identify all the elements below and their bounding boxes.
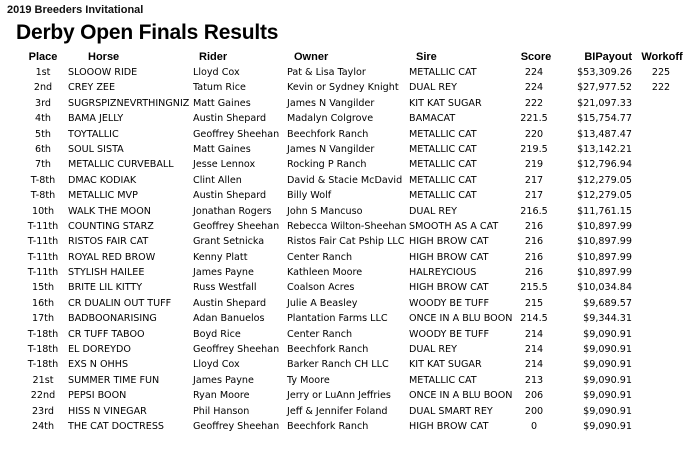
cell-place: T-8th xyxy=(30,190,56,202)
cell-sire: ONCE IN A BLU BOON xyxy=(409,390,513,402)
cell-sire: SMOOTH AS A CAT xyxy=(409,220,499,232)
cell-rider: Geoffrey Sheehan xyxy=(193,128,280,140)
cell-sire: WOODY BE TUFF xyxy=(409,297,489,309)
cell-rider: Geoffrey Sheehan xyxy=(193,420,280,432)
cell-rider: Matt Gaines xyxy=(193,97,251,109)
cell-horse: TOYTALLIC xyxy=(68,128,119,140)
cell-payout: $9,689.57 xyxy=(583,297,632,309)
cell-payout: $9,090.91 xyxy=(583,359,632,371)
cell-sire: HIGH BROW CAT xyxy=(409,251,489,263)
cell-payout: $10,897.99 xyxy=(577,236,632,248)
cell-place: 17th xyxy=(31,313,55,325)
cell-rider: Lloyd Cox xyxy=(193,67,240,78)
cell-sire: METALLIC CAT xyxy=(409,143,477,155)
header-sire: Sire xyxy=(416,51,437,63)
cell-payout: $11,761.15 xyxy=(577,205,632,217)
cell-owner: David & Stacie McDavid xyxy=(287,174,403,186)
cell-rider: Jonathan Rogers xyxy=(193,205,272,217)
cell-score: 219 xyxy=(524,159,544,171)
cell-place: 23rd xyxy=(31,405,55,417)
table-row xyxy=(0,296,700,311)
table-row xyxy=(0,419,700,434)
cell-horse: THE CAT DOCTRESS xyxy=(68,420,165,432)
cell-payout: $21,097.33 xyxy=(577,97,632,109)
cell-owner: James N Vangilder xyxy=(287,97,375,109)
cell-score: 216 xyxy=(524,236,544,248)
cell-owner: Ristos Fair Cat Pship LLC xyxy=(287,236,405,248)
header-workoff: Workoff xyxy=(641,51,683,63)
cell-sire: HIGH BROW CAT xyxy=(409,420,489,432)
header-payout: BIPayout xyxy=(584,51,632,63)
cell-owner: Kevin or Sydney Knight xyxy=(287,82,399,94)
cell-score: 214 xyxy=(524,344,544,356)
cell-sire: METALLIC CAT xyxy=(409,159,477,171)
cell-rider: Grant Setnicka xyxy=(193,236,265,248)
cell-horse: STYLISH HAILEE xyxy=(68,267,145,279)
cell-score: 222 xyxy=(524,97,544,109)
table-row xyxy=(0,250,700,265)
cell-score: 215 xyxy=(524,297,544,309)
cell-rider: Clint Allen xyxy=(193,174,242,186)
table-row xyxy=(0,357,700,372)
cell-place: 7th xyxy=(35,159,51,171)
cell-score: 220 xyxy=(524,128,544,140)
cell-rider: Russ Westfall xyxy=(193,282,257,294)
cell-horse: SUGRSPIZNEVRTHINGNIZ xyxy=(68,97,190,109)
cell-owner: Beechfork Ranch xyxy=(287,344,369,356)
cell-payout: $13,487.47 xyxy=(577,128,632,140)
cell-place: T-11th xyxy=(27,220,59,232)
cell-horse: DMAC KODIAK xyxy=(68,174,137,186)
cell-owner: Ty Moore xyxy=(287,374,330,386)
cell-score: 214.5 xyxy=(520,313,548,325)
cell-score: 216 xyxy=(524,267,544,279)
cell-rider: Austin Shepard xyxy=(193,297,267,309)
cell-rider: Kenny Platt xyxy=(193,251,248,263)
results-table xyxy=(0,50,700,434)
table-row xyxy=(0,188,700,203)
cell-payout: $9,090.91 xyxy=(583,328,632,340)
table-row xyxy=(0,265,700,280)
cell-score: 206 xyxy=(524,390,544,402)
cell-owner: Center Ranch xyxy=(287,251,353,263)
cell-owner: Rocking P Ranch xyxy=(287,159,367,171)
cell-horse: CR DUALIN OUT TUFF xyxy=(68,297,172,309)
cell-sire: DUAL SMART REY xyxy=(409,405,493,417)
cell-owner: Center Ranch xyxy=(287,328,353,340)
cell-score: 216.5 xyxy=(520,205,548,217)
header-horse: Horse xyxy=(88,51,120,63)
cell-payout: $9,090.91 xyxy=(583,405,632,417)
cell-horse: RISTOS FAIR CAT xyxy=(68,236,149,248)
cell-payout: $10,897.99 xyxy=(577,251,632,263)
cell-sire: DUAL REY xyxy=(409,205,457,217)
cell-place: T-11th xyxy=(27,267,59,279)
table-row xyxy=(0,280,700,295)
cell-payout: $12,279.05 xyxy=(577,190,632,202)
cell-sire: DUAL REY xyxy=(409,344,457,356)
cell-sire: DUAL REY xyxy=(409,82,457,94)
cell-place: 1st xyxy=(35,67,51,78)
cell-rider: Geoffrey Sheehan xyxy=(193,220,280,232)
cell-owner: Beechfork Ranch xyxy=(287,420,369,432)
table-row xyxy=(0,219,700,234)
header-place: Place xyxy=(28,51,58,63)
cell-owner: James N Vangilder xyxy=(287,143,375,155)
cell-rider: Adan Banuelos xyxy=(193,313,265,325)
cell-horse: EXS N OHHS xyxy=(68,359,129,371)
cell-payout: $12,796.94 xyxy=(577,159,632,171)
cell-sire: METALLIC CAT xyxy=(409,128,477,140)
table-row xyxy=(0,204,700,219)
cell-score: 221.5 xyxy=(520,113,548,125)
header-score: Score xyxy=(520,51,552,63)
cell-rider: Lloyd Cox xyxy=(193,359,240,371)
cell-score: 224 xyxy=(524,67,544,78)
cell-horse: METALLIC CURVEBALL xyxy=(68,159,174,171)
cell-score: 216 xyxy=(524,251,544,263)
cell-place: 21st xyxy=(32,374,54,386)
cell-workoff: 225 xyxy=(651,67,671,78)
cell-horse: EL DOREYDO xyxy=(68,344,131,356)
cell-owner: Billy Wolf xyxy=(287,190,332,202)
cell-payout: $27,977.52 xyxy=(577,82,632,94)
cell-rider: James Payne xyxy=(193,374,254,386)
cell-place: 10th xyxy=(31,205,55,217)
cell-sire: BAMACAT xyxy=(409,113,456,125)
cell-place: 15th xyxy=(31,282,55,294)
cell-rider: Matt Gaines xyxy=(193,143,251,155)
cell-score: 215.5 xyxy=(520,282,548,294)
cell-place: T-18th xyxy=(27,344,59,356)
cell-horse: WALK THE MOON xyxy=(68,205,151,217)
cell-payout: $9,344.31 xyxy=(583,313,632,325)
cell-place: 22nd xyxy=(30,390,56,402)
table-row xyxy=(0,80,700,95)
cell-sire: METALLIC CAT xyxy=(409,67,477,78)
table-row xyxy=(0,142,700,157)
cell-place: 16th xyxy=(31,297,55,309)
cell-rider: Austin Shepard xyxy=(193,113,267,125)
cell-horse: COUNTING STARZ xyxy=(68,220,154,232)
cell-payout: $10,034.84 xyxy=(577,282,632,294)
table-row xyxy=(0,234,700,249)
cell-owner: Rebecca Wilton-Sheehan xyxy=(287,220,407,232)
cell-sire: ONCE IN A BLU BOON xyxy=(409,313,513,325)
cell-rider: Austin Shepard xyxy=(193,190,267,202)
cell-payout: $9,090.91 xyxy=(583,344,632,356)
event-subtitle: 2019 Breeders Invitational xyxy=(7,4,144,16)
cell-score: 219.5 xyxy=(520,143,548,155)
table-row xyxy=(0,311,700,326)
cell-sire: WOODY BE TUFF xyxy=(409,328,489,340)
cell-horse: CR TUFF TABOO xyxy=(68,328,145,340)
cell-rider: Ryan Moore xyxy=(193,390,250,402)
cell-horse: SUMMER TIME FUN xyxy=(68,374,160,386)
cell-score: 213 xyxy=(524,374,544,386)
cell-payout: $15,754.77 xyxy=(577,113,632,125)
header-owner: Owner xyxy=(294,51,329,63)
table-row xyxy=(0,111,700,126)
cell-owner: Plantation Farms LLC xyxy=(287,313,388,325)
cell-payout: $9,090.91 xyxy=(583,374,632,386)
cell-owner: Jerry or LuAnn Jeffries xyxy=(287,390,391,402)
cell-place: 24th xyxy=(31,420,55,432)
table-row xyxy=(0,404,700,419)
cell-owner: Pat & Lisa Taylor xyxy=(287,67,366,78)
cell-workoff: 222 xyxy=(651,82,671,94)
table-row xyxy=(0,96,700,111)
cell-place: 5th xyxy=(35,128,51,140)
cell-score: 216 xyxy=(524,220,544,232)
cell-horse: BRITE LIL KITTY xyxy=(68,282,143,294)
cell-sire: METALLIC CAT xyxy=(409,374,477,386)
cell-horse: SLOOOW RIDE xyxy=(68,67,138,78)
header-rider: Rider xyxy=(199,51,228,63)
cell-horse: CREY ZEE xyxy=(68,82,116,94)
cell-owner: Jeff & Jennifer Foland xyxy=(287,405,388,417)
cell-place: 3rd xyxy=(35,97,51,109)
page-title: Derby Open Finals Results xyxy=(16,21,279,44)
cell-payout: $53,309.26 xyxy=(577,67,632,78)
table-row xyxy=(0,173,700,188)
table-row xyxy=(0,127,700,142)
table-row xyxy=(0,342,700,357)
cell-payout: $9,090.91 xyxy=(583,420,632,432)
cell-payout: $13,142.21 xyxy=(577,143,632,155)
cell-sire: HIGH BROW CAT xyxy=(409,236,489,248)
cell-sire: HIGH BROW CAT xyxy=(409,282,489,294)
table-header xyxy=(0,50,700,65)
cell-place: 6th xyxy=(35,143,51,155)
cell-sire: METALLIC CAT xyxy=(409,190,477,202)
cell-score: 214 xyxy=(524,328,544,340)
cell-place: T-18th xyxy=(27,328,59,340)
cell-sire: METALLIC CAT xyxy=(409,174,477,186)
cell-horse: BADBOONARISING xyxy=(68,313,157,325)
table-row xyxy=(0,373,700,388)
cell-place: 4th xyxy=(35,113,51,125)
cell-score: 217 xyxy=(524,190,544,202)
cell-score: 217 xyxy=(524,174,544,186)
table-row xyxy=(0,327,700,342)
cell-payout: $10,897.99 xyxy=(577,267,632,279)
cell-payout: $9,090.91 xyxy=(583,390,632,402)
cell-horse: METALLIC MVP xyxy=(68,190,138,202)
cell-place: T-18th xyxy=(27,359,59,371)
cell-horse: BAMA JELLY xyxy=(68,113,124,125)
table-body xyxy=(0,65,700,434)
table-row xyxy=(0,388,700,403)
cell-sire: KIT KAT SUGAR xyxy=(409,97,482,109)
cell-owner: Barker Ranch CH LLC xyxy=(287,359,389,371)
cell-horse: ROYAL RED BROW xyxy=(68,251,156,263)
cell-rider: Phil Hanson xyxy=(193,405,250,417)
cell-owner: Coalson Acres xyxy=(287,282,355,294)
cell-score: 0 xyxy=(530,420,538,432)
cell-rider: Jesse Lennox xyxy=(193,159,256,171)
cell-score: 214 xyxy=(524,359,544,371)
table-row xyxy=(0,157,700,172)
cell-payout: $10,897.99 xyxy=(577,220,632,232)
cell-rider: Geoffrey Sheehan xyxy=(193,344,280,356)
cell-owner: Kathleen Moore xyxy=(287,267,363,279)
cell-payout: $12,279.05 xyxy=(577,174,632,186)
cell-horse: SOUL SISTA xyxy=(68,143,124,155)
cell-owner: Beechfork Ranch xyxy=(287,128,369,140)
cell-horse: HISS N VINEGAR xyxy=(68,405,147,417)
cell-place: 2nd xyxy=(33,82,53,94)
cell-rider: Boyd Rice xyxy=(193,328,241,340)
cell-score: 224 xyxy=(524,82,544,94)
cell-place: T-8th xyxy=(30,174,56,186)
cell-rider: James Payne xyxy=(193,267,254,279)
cell-sire: KIT KAT SUGAR xyxy=(409,359,482,371)
cell-owner: Julie A Beasley xyxy=(287,297,358,309)
cell-score: 200 xyxy=(524,405,544,417)
cell-owner: John S Mancuso xyxy=(287,205,363,217)
cell-sire: HALREYCIOUS xyxy=(409,267,477,279)
cell-horse: PEPSI BOON xyxy=(68,390,127,402)
table-row xyxy=(0,65,700,80)
cell-owner: Madalyn Colgrove xyxy=(287,113,374,125)
cell-place: T-11th xyxy=(27,236,59,248)
cell-place: T-11th xyxy=(27,251,59,263)
cell-rider: Tatum Rice xyxy=(193,82,246,94)
